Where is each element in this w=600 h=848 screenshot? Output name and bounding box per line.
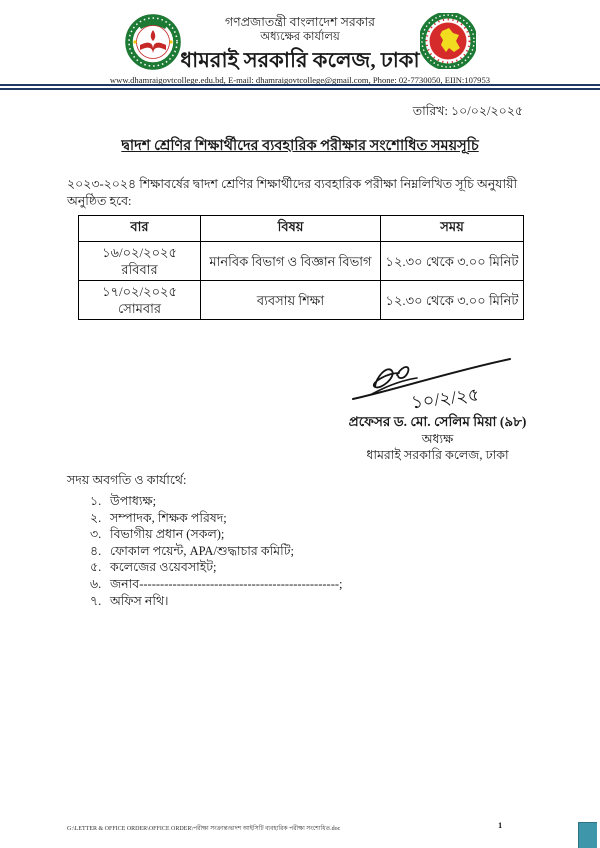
office-line: অধ্যক্ষের কার্যালয় xyxy=(260,31,340,43)
item-number: ৭. xyxy=(90,593,102,608)
item-text: কলেজের ওয়েবসাইট; xyxy=(110,560,217,575)
list-item xyxy=(90,493,530,510)
date-line: তারিখ: ১০/০২/২০২৫ xyxy=(412,104,523,118)
item-text: ফোকাল পয়েন্ট, APA/শুদ্ধাচার কমিটি; xyxy=(110,543,294,558)
item-text: অফিস নথি। xyxy=(110,593,169,608)
list-item xyxy=(90,526,530,543)
contact-line: www.dhamraigovtcollege.edu.bd, E-mail: dhamraigovtcollege@gmail.com, Phone: 02-7730050, EIIN:107953 xyxy=(109,75,491,85)
cell-subject: মানবিক বিভাগ ও বিজ্ঞান বিভাগ xyxy=(201,242,381,281)
intro-paragraph: ২০২৩-২০২৪ শিক্ষাবর্ষের দ্বাদশ শ্রেণির শিক্ষার্থীদের ব্যবহারিক পরীক্ষা নিম্নলিখিত সূচি অনুযায়ী অনুষ্ঠিত হবে: xyxy=(67,177,518,208)
scroll-indicator[interactable] xyxy=(578,822,597,848)
item-text: জনাব------------------------------------------------; xyxy=(110,576,343,591)
cell-weekday: সোমবার xyxy=(117,301,161,316)
list-item xyxy=(90,510,530,527)
cell-weekday: রবিবার xyxy=(121,262,158,277)
handwritten-signature xyxy=(345,353,520,420)
list-item xyxy=(90,543,530,560)
distribution-heading: সদয় অবগতি ও কার্যার্থে: xyxy=(67,473,187,487)
cell-date: ১৭/০২/২০২৫ xyxy=(102,284,177,299)
table-row xyxy=(79,242,524,281)
list-item xyxy=(90,559,530,576)
signatory-block xyxy=(330,412,545,463)
item-text: বিভাগীয় প্রধান (সকল); xyxy=(110,527,225,542)
college-name: ধামরাই সরকারি কলেজ, ঢাকা xyxy=(180,48,420,72)
item-number: ৪. xyxy=(90,543,102,558)
item-text: সম্পাদক, শিক্ষক পরিষদ; xyxy=(110,510,227,525)
item-text: উপাধ্যক্ষ; xyxy=(110,494,157,508)
page-title: দ্বাদশ শ্রেণির শিক্ষার্থীদের ব্যবহারিক পরীক্ষার সংশোধিত সময়সূচি xyxy=(121,138,479,154)
col-header-day: বার xyxy=(79,216,201,242)
signatory-name: প্রফেসর ড. মো. সেলিম মিয়া (৯৮) xyxy=(348,414,527,429)
cell-day xyxy=(79,281,201,320)
cell-date: ১৬/০২/২০২৫ xyxy=(102,245,177,260)
schedule-table xyxy=(78,215,524,320)
cell-day xyxy=(79,242,201,281)
item-number: ৫. xyxy=(90,560,102,575)
item-number: ২. xyxy=(90,510,102,525)
list-item xyxy=(90,576,530,593)
page-number: 1 xyxy=(498,820,503,830)
cell-subject: ব্যবসায় শিক্ষা xyxy=(201,281,381,320)
signature-date: ১০/২/২৫ xyxy=(409,384,481,413)
header-divider xyxy=(0,84,600,90)
list-item xyxy=(90,593,530,610)
cell-time: ১২.৩০ থেকে ৩.০০ মিনিট xyxy=(381,242,524,281)
cell-time: ১২.৩০ থেকে ৩.০০ মিনিট xyxy=(381,281,524,320)
item-number: ৬. xyxy=(90,576,102,591)
signatory-institution: ধামরাই সরকারি কলেজ, ঢাকা xyxy=(366,448,509,462)
item-number: ১. xyxy=(90,494,102,508)
signatory-designation: অধ্যক্ষ xyxy=(421,432,454,446)
distribution-list xyxy=(90,493,530,609)
footer-file-path: G:\LETTER & OFFICE ORDER\OFFICE ORDER\পরীক্ষা সংক্রান্ত\দ্বাদশ আইসিটি ব্যবহারিক পরীক্ষা সংশোধিত.doc xyxy=(67,826,341,832)
table-header-row xyxy=(79,216,524,242)
col-header-subject: বিষয় xyxy=(201,216,381,242)
table-row xyxy=(79,281,524,320)
government-line: গণপ্রজাতন্ত্রী বাংলাদেশ সরকার xyxy=(224,15,376,29)
col-header-time: সময় xyxy=(381,216,524,242)
letterhead xyxy=(0,14,600,86)
item-number: ৩. xyxy=(90,527,102,542)
